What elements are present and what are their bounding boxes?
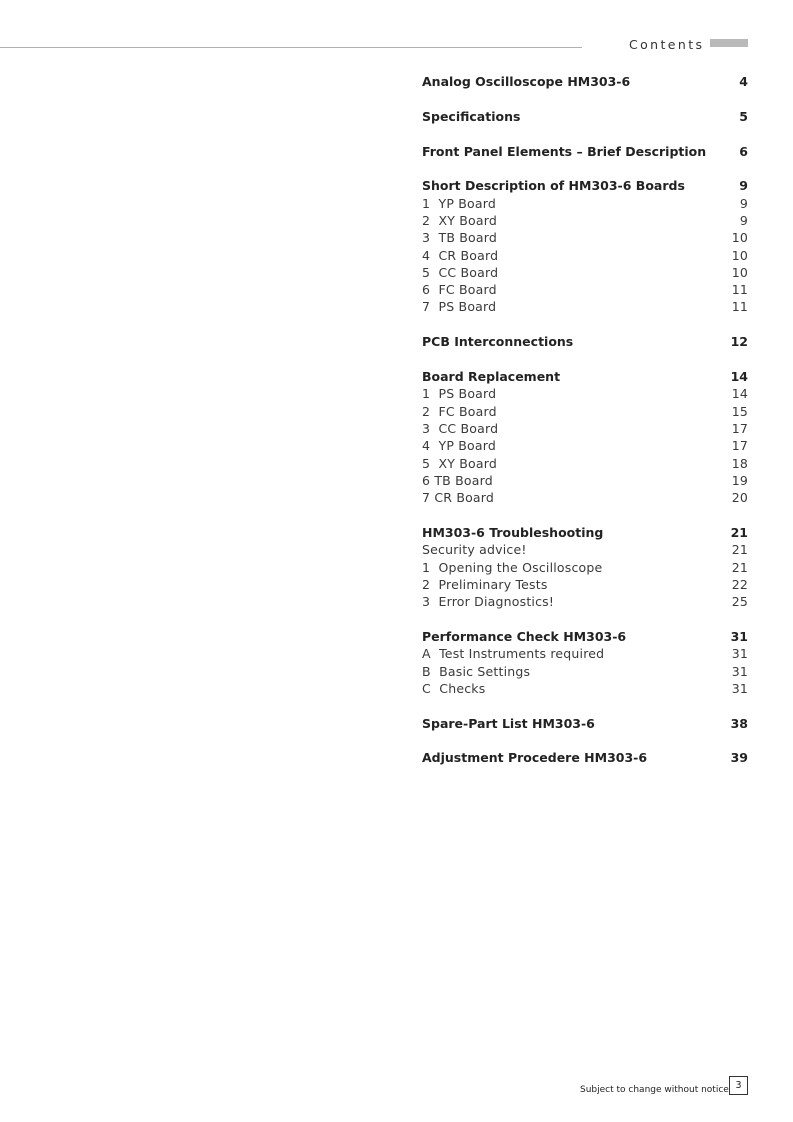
toc-entry[interactable] bbox=[422, 645, 748, 662]
toc-entry-label: 1 YP Board bbox=[422, 195, 496, 211]
toc-entry-page: 31 bbox=[731, 680, 748, 696]
toc-entry-label: 3 TB Board bbox=[422, 230, 498, 246]
toc-section-title: Short Description of HM303-6 Boards bbox=[422, 178, 685, 194]
toc-section-title: Analog Oscilloscope HM303-6 bbox=[422, 74, 631, 89]
toc-entry-page: 11 bbox=[731, 282, 748, 298]
toc-entry-page: 31 bbox=[731, 663, 748, 679]
page-number: 3 bbox=[729, 1076, 748, 1095]
toc-entry-page: 25 bbox=[731, 594, 748, 610]
toc-entry[interactable] bbox=[422, 472, 748, 489]
toc-entry[interactable] bbox=[422, 576, 748, 593]
toc-section-page: 21 bbox=[730, 524, 748, 540]
toc-entry-page: 11 bbox=[731, 299, 748, 315]
toc-entry[interactable] bbox=[422, 455, 748, 472]
toc-section bbox=[422, 628, 748, 697]
toc-entry-label: A Test Instruments required bbox=[422, 646, 605, 662]
page-title: Contents bbox=[629, 37, 705, 52]
toc-entry-label: 2 XY Board bbox=[422, 212, 498, 228]
toc-section-heading[interactable] bbox=[422, 177, 748, 194]
toc-entry-page: 18 bbox=[731, 455, 748, 471]
toc-entry[interactable] bbox=[422, 541, 748, 558]
toc-entry-page: 31 bbox=[731, 646, 748, 662]
toc-entry-page: 20 bbox=[731, 490, 748, 506]
toc-section bbox=[422, 73, 748, 90]
toc-section bbox=[422, 524, 748, 610]
toc-entry[interactable] bbox=[422, 403, 748, 420]
toc-entry-label: 5 XY Board bbox=[422, 455, 498, 471]
toc-entry-page: 9 bbox=[739, 212, 748, 228]
toc-entry-page: 17 bbox=[731, 420, 748, 436]
table-of-contents bbox=[422, 73, 748, 784]
toc-entry-label: B Basic Settings bbox=[422, 663, 531, 679]
toc-section-title: Spare-Part List HM303-6 bbox=[422, 715, 595, 731]
toc-section-page: 9 bbox=[739, 178, 748, 194]
toc-entry-label: 7 CR Board bbox=[422, 490, 495, 506]
toc-entry-label: 7 PS Board bbox=[422, 299, 497, 315]
toc-entry-page: 10 bbox=[731, 230, 748, 246]
toc-section-page: 5 bbox=[739, 108, 748, 124]
toc-entry-page: 10 bbox=[731, 247, 748, 263]
toc-section bbox=[422, 333, 748, 350]
toc-entry[interactable] bbox=[422, 212, 748, 229]
toc-section bbox=[422, 177, 748, 315]
toc-entry-label: 2 Preliminary Tests bbox=[422, 576, 548, 592]
toc-entry[interactable] bbox=[422, 437, 748, 454]
toc-entry[interactable] bbox=[422, 489, 748, 506]
toc-section-heading[interactable] bbox=[422, 628, 748, 645]
toc-entry[interactable] bbox=[422, 298, 748, 315]
toc-section-page: 14 bbox=[730, 369, 748, 385]
toc-entry[interactable] bbox=[422, 229, 748, 246]
toc-section-heading[interactable] bbox=[422, 73, 748, 90]
toc-entry-label: 4 CR Board bbox=[422, 247, 499, 263]
toc-section-heading[interactable] bbox=[422, 524, 748, 541]
toc-section-page: 4 bbox=[739, 74, 748, 89]
toc-entry-page: 14 bbox=[731, 386, 748, 402]
toc-section-heading[interactable] bbox=[422, 333, 748, 350]
toc-section-title: PCB Interconnections bbox=[422, 334, 574, 350]
footer-note: Subject to change without notice bbox=[580, 1085, 729, 1095]
toc-entry-label: C Checks bbox=[422, 680, 486, 696]
toc-section-page: 39 bbox=[730, 750, 748, 766]
toc-entry-page: 15 bbox=[731, 403, 748, 419]
toc-section-title: Adjustment Procedere HM303-6 bbox=[422, 750, 648, 766]
toc-entry-label: 6 FC Board bbox=[422, 282, 497, 298]
toc-entry[interactable] bbox=[422, 264, 748, 281]
toc-section bbox=[422, 143, 748, 160]
toc-section-heading[interactable] bbox=[422, 715, 748, 732]
toc-entry-page: 17 bbox=[731, 438, 748, 454]
header-tab-marker bbox=[710, 39, 748, 47]
toc-entry[interactable] bbox=[422, 680, 748, 697]
toc-entry[interactable] bbox=[422, 559, 748, 576]
toc-entry[interactable] bbox=[422, 281, 748, 298]
toc-entry[interactable] bbox=[422, 385, 748, 402]
toc-entry-page: 9 bbox=[739, 195, 748, 211]
toc-entry-label: 5 CC Board bbox=[422, 264, 499, 280]
toc-section-page: 31 bbox=[730, 628, 748, 644]
toc-section bbox=[422, 749, 748, 766]
toc-section-heading[interactable] bbox=[422, 108, 748, 125]
toc-entry[interactable] bbox=[422, 663, 748, 680]
toc-entry-page: 21 bbox=[731, 542, 748, 558]
toc-entry-page: 19 bbox=[731, 472, 748, 488]
toc-entry[interactable] bbox=[422, 195, 748, 212]
toc-section bbox=[422, 108, 748, 125]
toc-section-title: Board Replacement bbox=[422, 369, 561, 385]
toc-entry-label: 1 Opening the Oscilloscope bbox=[422, 559, 603, 575]
toc-entry-page: 22 bbox=[731, 576, 748, 592]
toc-entry-label: 1 PS Board bbox=[422, 386, 497, 402]
toc-section-title: HM303-6 Troubleshooting bbox=[422, 524, 604, 540]
toc-entry-label: 2 FC Board bbox=[422, 403, 497, 419]
toc-entry[interactable] bbox=[422, 593, 748, 610]
toc-section-title: Specifications bbox=[422, 108, 521, 124]
toc-section-heading[interactable] bbox=[422, 143, 748, 160]
toc-section-title: Performance Check HM303-6 bbox=[422, 628, 627, 644]
toc-entry[interactable] bbox=[422, 420, 748, 437]
toc-section-page: 38 bbox=[730, 715, 748, 731]
toc-entry-label: 4 YP Board bbox=[422, 438, 496, 454]
toc-section bbox=[422, 715, 748, 732]
toc-entry-label: 3 Error Diagnostics! bbox=[422, 594, 555, 610]
toc-section bbox=[422, 368, 748, 506]
toc-entry-label: 3 CC Board bbox=[422, 420, 499, 436]
toc-section-heading[interactable] bbox=[422, 368, 748, 385]
toc-entry-page: 21 bbox=[731, 559, 748, 575]
header-rule bbox=[0, 47, 582, 48]
toc-section-page: 6 bbox=[739, 143, 748, 159]
toc-section-page: 12 bbox=[730, 334, 748, 350]
toc-section-title: Front Panel Elements – Brief Description bbox=[422, 143, 707, 159]
toc-entry[interactable] bbox=[422, 247, 748, 264]
toc-entry-label: 6 TB Board bbox=[422, 472, 493, 488]
toc-entry-label: Security advice! bbox=[422, 542, 527, 558]
toc-entry-page: 10 bbox=[731, 264, 748, 280]
toc-section-heading[interactable] bbox=[422, 749, 748, 766]
